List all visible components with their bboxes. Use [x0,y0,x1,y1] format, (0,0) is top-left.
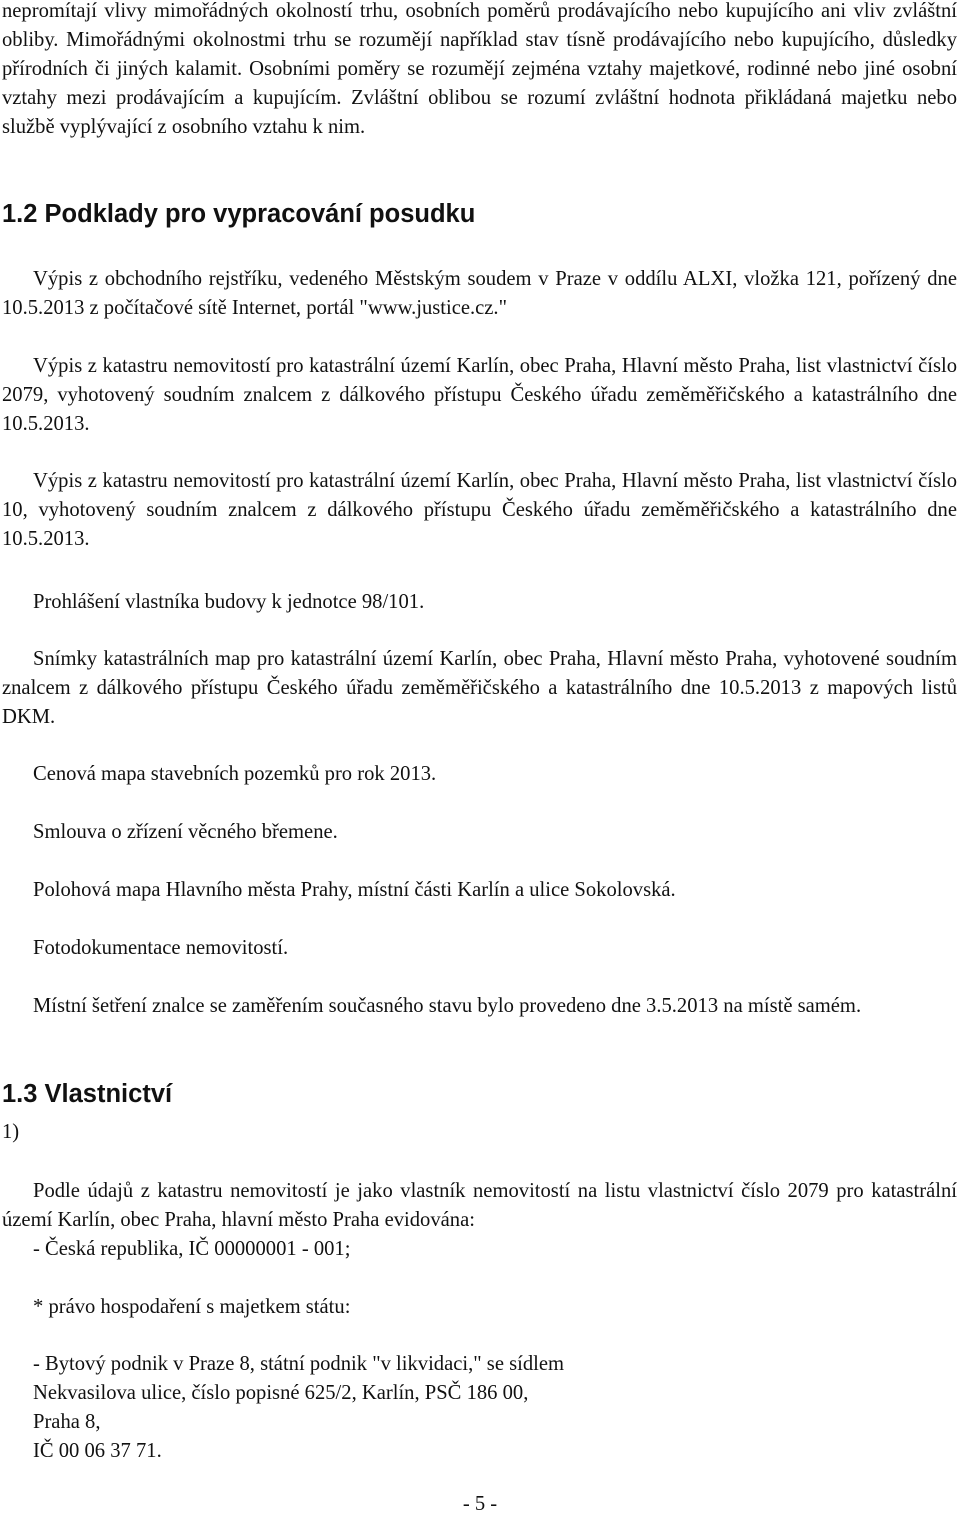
source-item: Polohová mapa Hlavního města Prahy, místní části Karlín a ulice Sokolovská. [33,879,676,901]
source-item: Výpis z katastru nemovitostí pro katastrální území Karlín, obec Praha, Hlavní město Praha, list vlastnictví číslo 10, vyhotovený soudním znalcem z dálkového přístupu Českého úřadu zeměměřičského a katastrálního dne 10.5.2013. [2,470,957,550]
section-heading-1-2: 1.2 Podklady pro vypracování posudku [2,200,476,228]
source-item: Smlouva o zřízení věcného břemene. [33,821,338,843]
manager-line: Praha 8, [33,1411,101,1433]
manager-line: IČ 00 06 37 71. [33,1440,162,1462]
ownership-paragraph: Podle údajů z katastru nemovitostí je jako vlastník nemovitostí na listu vlastnictví číslo 2079 pro katastrální území Karlín, obec Praha, hlavní město Praha evidována: [2,1180,957,1231]
source-item: Místní šetření znalce se zaměřením současného stavu bylo provedeno dne 3.5.2013 na místě samém. [33,995,862,1017]
manager-line: - Bytový podnik v Praze 8, státní podnik "v likvidaci," se sídlem [33,1353,565,1375]
source-item: Výpis z katastru nemovitostí pro katastrální území Karlín, obec Praha, Hlavní město Praha, list vlastnictví číslo 2079, vyhotovený soudním znalcem z dálkového přístupu Českého úřadu zeměměřičského a katastrálního dne 10.5.2013. [2,355,957,435]
owner-line: - Česká republika, IČ 00000001 - 001; [33,1238,351,1260]
page-number: - 5 - [462,1493,498,1515]
source-item: Cenová mapa stavebních pozemků pro rok 2013. [33,763,437,785]
source-item: Výpis z obchodního rejstříku, vedeného Městským soudem v Praze v oddílu ALXI, vložka 121, pořízený dne 10.5.2013 z počítačové sítě Internet, portál "www.justice.cz." [2,268,957,319]
list-number: 1) [2,1121,20,1143]
source-item: Fotodokumentace nemovitostí. [33,937,289,959]
source-item: Snímky katastrálních map pro katastrální území Karlín, obec Praha, Hlavní město Praha, vyhotovené soudním znalcem z dálkového přístupu Českého úřadu zeměměřičského a katastrálního dne 10.5.2013 z mapových listů DKM. [2,648,957,728]
management-right-line: * právo hospodaření s majetkem státu: [33,1296,351,1318]
source-item: Prohlášení vlastníka budovy k jednotce 98/101. [33,591,425,613]
section-heading-1-3: 1.3 Vlastnictví [2,1080,173,1108]
intro-paragraph: nepromítají vlivy mimořádných okolností trhu, osobních poměrů prodávajícího nebo kupujícího ani vliv zvláštní obliby. Mimořádnými okolnostmi trhu se rozumějí například stav tísně prodávajícího nebo kupujícího, důsledky přírodních či jiných kalamit. Osobními poměry se rozumějí zejména vztahy majetkové, rodinné nebo jiné osobní vztahy mezi prodávajícím a kupujícím. Zvláštní oblibou se rozumí zvláštní hodnota přikládaná majetku nebo službě vyplývající z osobního vztahu k nim. [2,0,957,138]
manager-line: Nekvasilova ulice, číslo popisné 625/2, Karlín, PSČ 186 00, [33,1382,529,1404]
